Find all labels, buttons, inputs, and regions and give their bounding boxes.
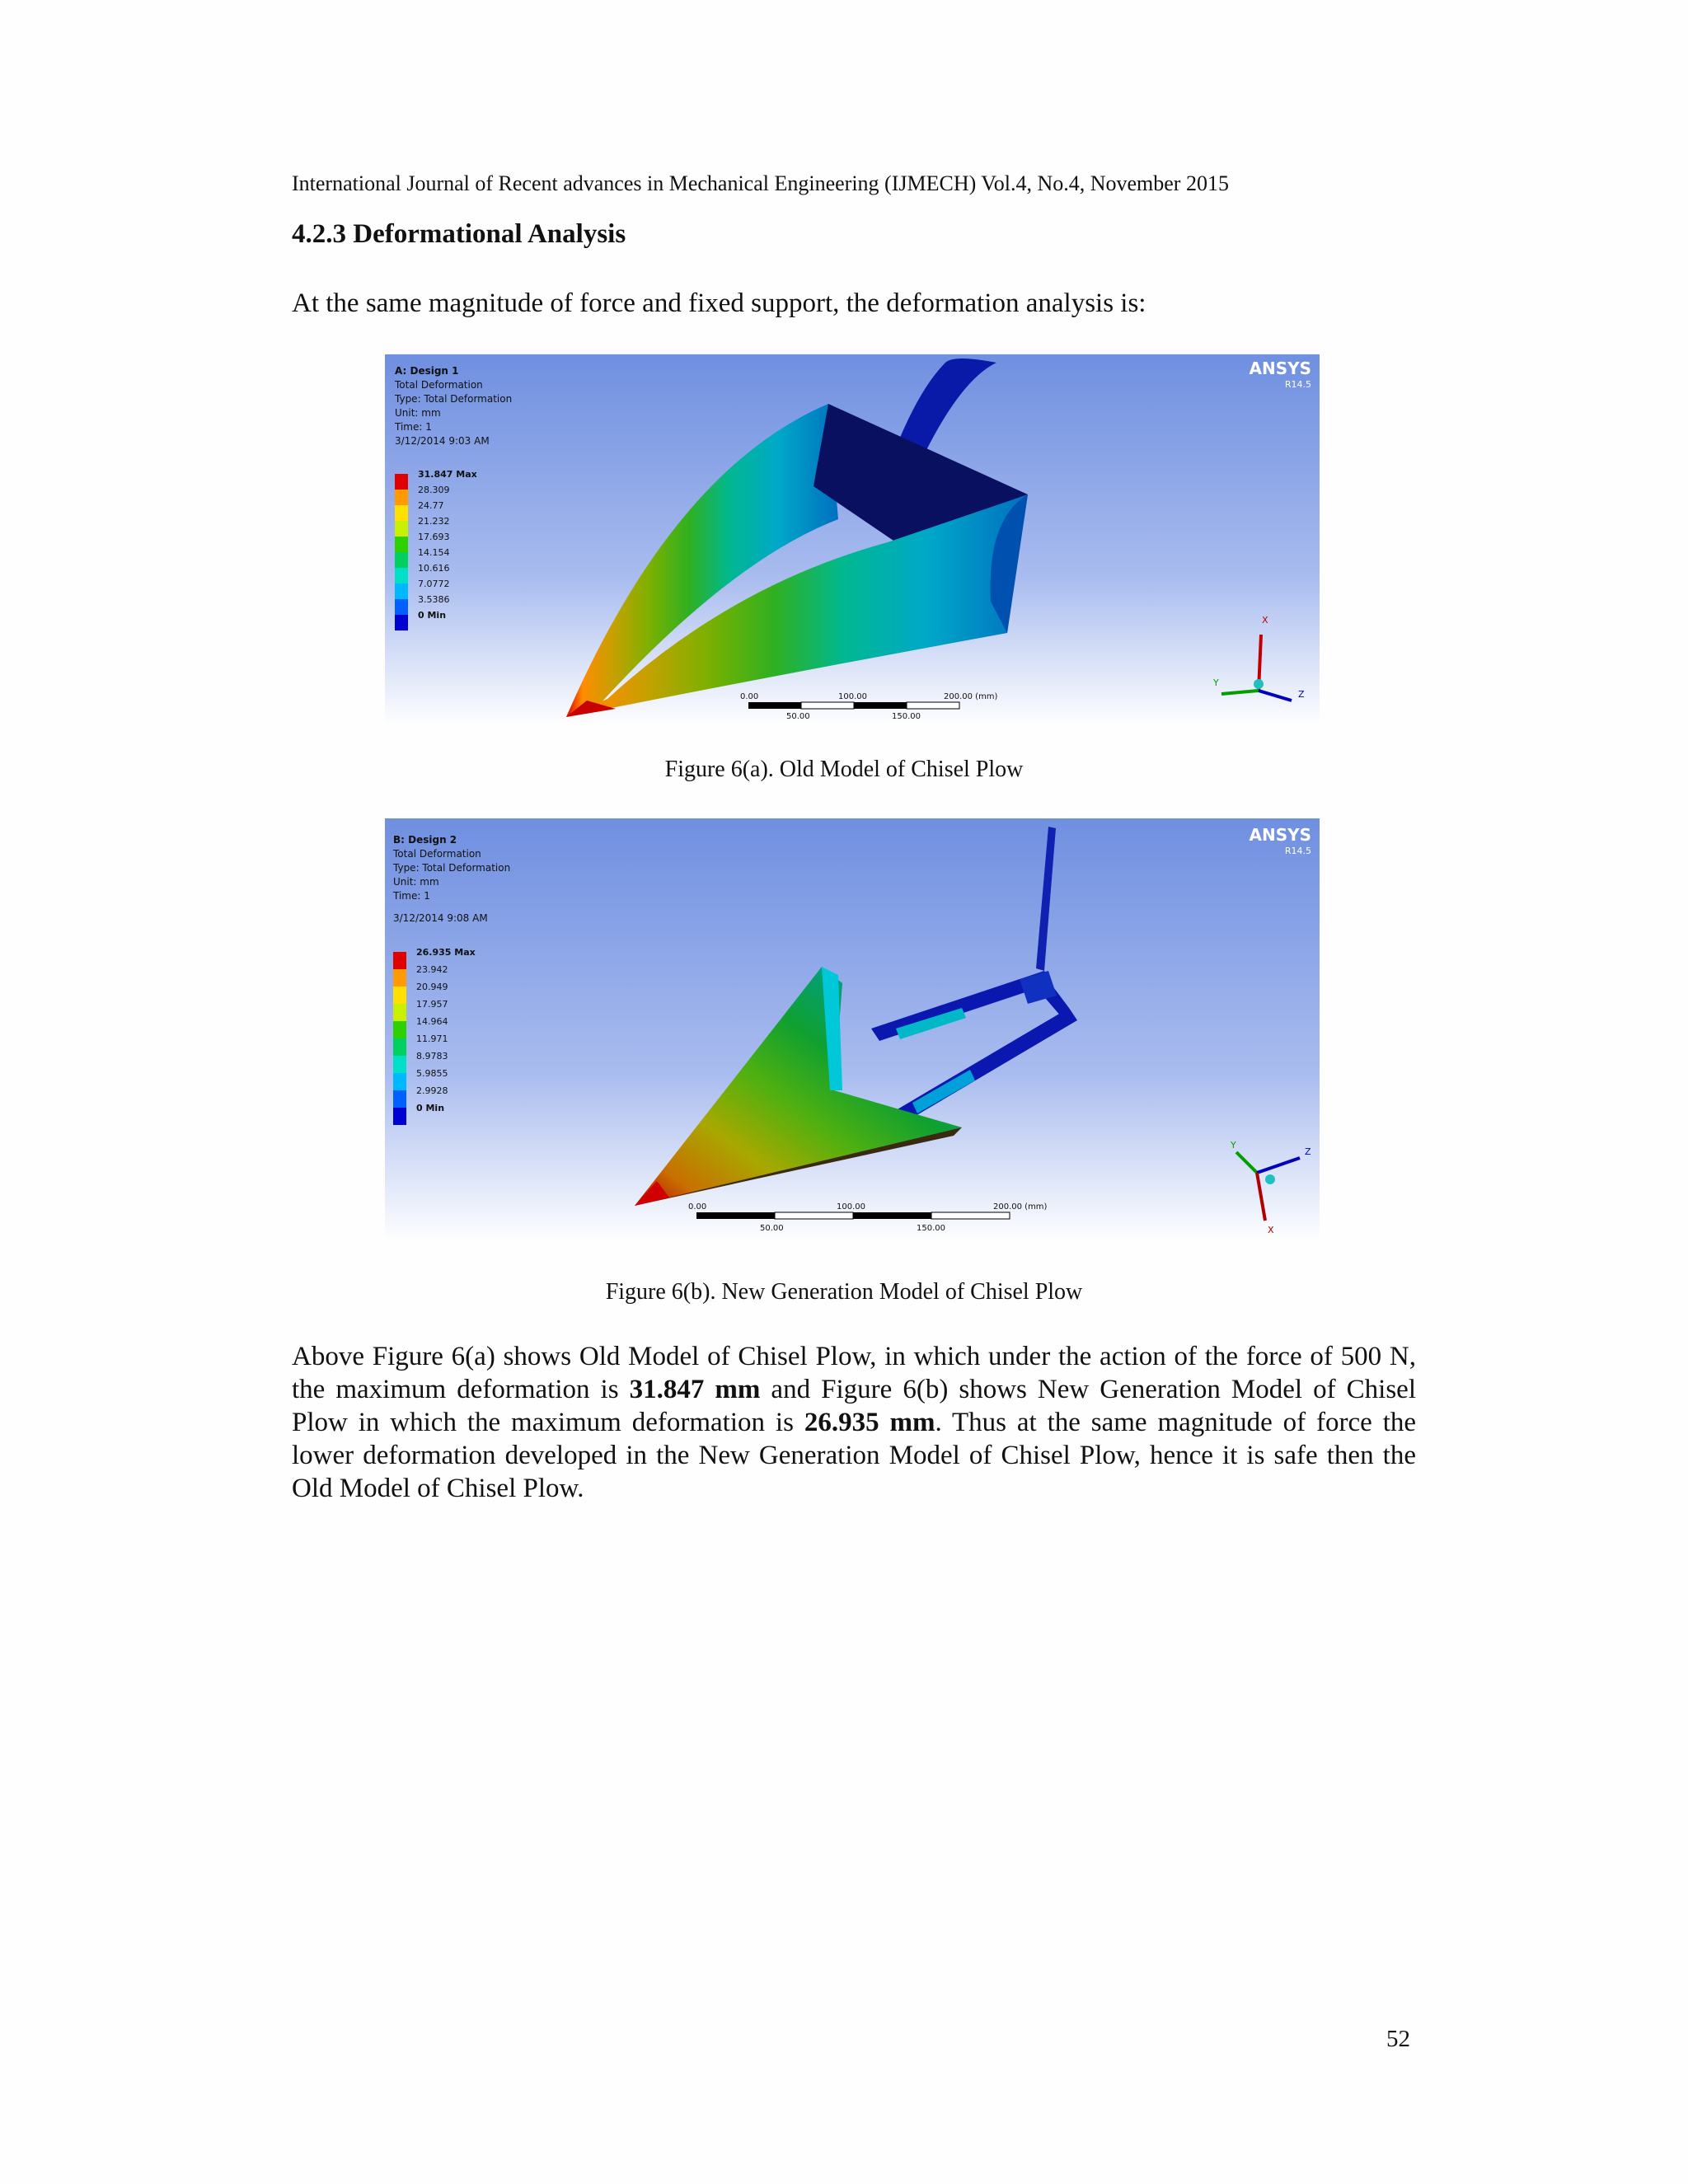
ansys-version: R14.5	[1284, 379, 1311, 390]
scale-label: 100.00	[837, 1202, 865, 1212]
axis-label: Z	[1298, 689, 1305, 700]
info-line: A: Design 1	[395, 365, 459, 377]
info-line: Type: Total Deformation	[395, 393, 513, 405]
ansys-logo: ANSYS	[1249, 825, 1311, 845]
legend-label: 24.77	[418, 500, 444, 511]
legend-label: 21.232	[418, 516, 450, 527]
axis-label: X	[1268, 1225, 1274, 1235]
body-text: Above Figure 6(a) shows Old Model of Chisel Plow, in which under the action of the force of 500 N, the maximum deformation is	[292, 1342, 1416, 1404]
intro-sentence: At the same magnitude of force and fixed support, the deformation analysis is:	[292, 288, 1146, 318]
color-legend	[395, 474, 408, 630]
figure-6a	[385, 354, 1320, 727]
legend-label: 23.942	[416, 964, 448, 975]
info-line: B: Design 2	[393, 834, 457, 846]
axis-label: X	[1262, 615, 1268, 626]
figure-6a-caption: Figure 6(a). Old Model of Chisel Plow	[664, 757, 1024, 782]
scale-label: 0.00	[740, 692, 759, 701]
scale-label: 200.00 (mm)	[993, 1202, 1048, 1212]
info-line: Unit: mm	[393, 876, 439, 888]
legend-label: 7.0772	[418, 579, 450, 589]
info-line: Total Deformation	[393, 848, 481, 860]
legend-label: 10.616	[418, 563, 450, 574]
info-line: 3/12/2014 9:08 AM	[393, 912, 488, 924]
section-heading: 4.2.3 Deformational Analysis	[292, 219, 626, 249]
legend-label: 28.309	[418, 485, 450, 495]
journal-header: International Journal of Recent advances in Mechanical Engineering (IJMECH) Vol.4, No.4, November 2015	[292, 171, 1229, 195]
legend-label: 3.5386	[418, 594, 450, 605]
body-paragraph	[292, 1340, 1416, 1505]
info-line: Unit: mm	[395, 407, 441, 419]
scale-label: 50.00	[786, 712, 810, 721]
legend-label: 5.9855	[416, 1068, 448, 1079]
legend-label: 14.964	[416, 1016, 448, 1027]
page-number: 52	[1386, 2026, 1410, 2052]
info-line: Time: 1	[395, 421, 432, 433]
scale-label: 150.00	[892, 712, 921, 721]
scale-label: 200.00 (mm)	[944, 692, 998, 701]
info-line: Time: 1	[393, 890, 430, 902]
scale-label: 0.00	[688, 1202, 707, 1212]
figure-6b	[385, 818, 1320, 1243]
legend-label: 17.693	[418, 532, 450, 542]
scale-label: 100.00	[838, 692, 867, 701]
ansys-version: R14.5	[1284, 846, 1311, 856]
info-line: 3/12/2014 9:03 AM	[395, 435, 490, 447]
new-max-deformation: 26.935 mm	[804, 1408, 935, 1437]
color-legend	[393, 952, 406, 1125]
axis-label: Z	[1305, 1146, 1311, 1157]
axis-label: Y	[1213, 677, 1219, 688]
figure-6b-caption: Figure 6(b). New Generation Model of Chisel Plow	[605, 1279, 1083, 1305]
scale-bar	[696, 1212, 1010, 1219]
body-text: . Thus at the same magnitude of force the lower deformation developed in the New Generation Model of Chisel Plow, hence it is safe then the Old Model of Chisel Plow.	[292, 1408, 1417, 1503]
info-line: Total Deformation	[395, 379, 483, 391]
scale-label: 150.00	[917, 1224, 945, 1233]
legend-label: 20.949	[416, 982, 448, 992]
legend-label: 11.971	[416, 1033, 448, 1044]
axis-label: Y	[1231, 1140, 1236, 1151]
body-text: and Figure 6(b) shows New Generation Model of Chisel Plow in which the maximum deformation is	[292, 1375, 1416, 1437]
legend-label: 26.935 Max	[416, 947, 476, 958]
ansys-logo: ANSYS	[1249, 359, 1311, 378]
legend-label: 2.9928	[416, 1085, 448, 1096]
legend-label: 17.957	[416, 999, 448, 1010]
legend-label: 31.847 Max	[418, 469, 477, 480]
scale-bar	[748, 702, 959, 709]
scale-label: 50.00	[760, 1224, 784, 1233]
info-line: Type: Total Deformation	[393, 862, 511, 874]
legend-label: 14.154	[418, 547, 450, 558]
legend-label: 0 Min	[416, 1103, 445, 1113]
legend-label: 8.9783	[416, 1051, 448, 1062]
legend-label: 0 Min	[418, 610, 447, 621]
old-max-deformation: 31.847 mm	[629, 1375, 761, 1404]
